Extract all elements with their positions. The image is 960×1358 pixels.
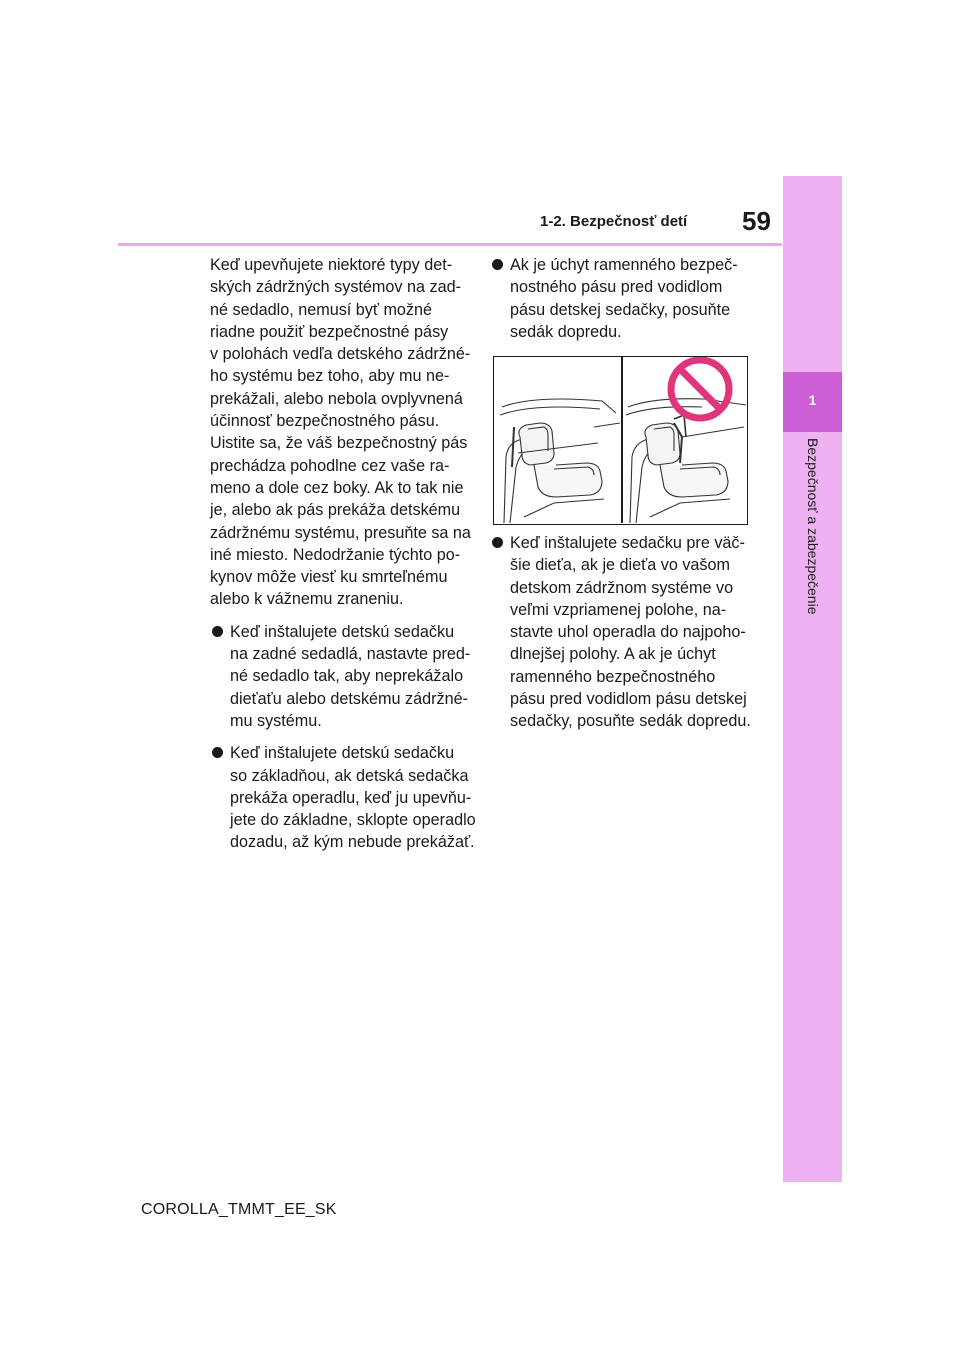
chapter-number: 1	[808, 392, 817, 408]
text-line: Keď inštalujete detskú sedačku	[230, 744, 455, 763]
text-line: so základňou, ak detská sedačka	[230, 766, 469, 785]
text-line: Keď inštalujete sedačku pre väč-	[510, 534, 745, 552]
text-line: je, alebo ak pás prekáža detskému	[210, 501, 461, 520]
chapter-label: Bezpečnosť a zabezpečenie	[805, 438, 821, 615]
text-line: iné miesto. Nedodržanie týchto po-	[210, 545, 461, 564]
text-line: alebo k vážnemu zraneniu.	[210, 590, 404, 609]
bullet-shoulder-belt	[490, 254, 762, 343]
child-seat-illustration	[493, 356, 748, 525]
header-rule	[118, 243, 782, 246]
text-line: Keď inštalujete detskú sedačku	[230, 622, 455, 641]
text-line: v polohách vedľa detského zádržné-	[210, 345, 471, 364]
text-line: pásu pred vodidlom pásu detskej	[510, 690, 747, 709]
text-line: Keď upevňujete niektoré typy det-	[210, 256, 453, 274]
text-line: šie dieťa, ak je dieťa vo vašom	[510, 556, 730, 575]
text-line: Uistite sa, že váš bezpečnostný pás	[210, 434, 468, 453]
text-line: prechádza pohodlne cez vaše ra-	[210, 456, 450, 475]
illustration-svg	[494, 357, 746, 523]
text-line: prekážali, alebo nebola ovplyvnená	[210, 389, 463, 408]
text-line: na zadné sedadlá, nastavte pred-	[230, 645, 471, 664]
bullet-dot-icon	[492, 537, 503, 548]
bullet-front-seat	[210, 621, 478, 732]
text-line: né sedadlo, nemusí byť možné	[210, 300, 433, 319]
bullet-dot-icon	[212, 626, 223, 637]
text-line: nostného pásu pred vodidlom	[510, 278, 723, 297]
text-line: detskom zádržnom systéme vo	[510, 578, 734, 597]
text-line: mu systému.	[230, 711, 322, 730]
bullet-dot-icon	[492, 259, 503, 270]
right-column-lower	[490, 532, 762, 743]
bullet-larger-child-seat	[490, 532, 762, 733]
prohibition-icon	[671, 360, 729, 418]
text-line: zádržnému systému, presuňte sa na	[210, 523, 471, 542]
text-line: pásu detskej sedačky, posuňte	[510, 300, 731, 319]
text-line: veľmi vzpriamenej polohe, na-	[510, 600, 727, 619]
text-line: sedák dopredu.	[510, 322, 622, 341]
text-line: meno a dole cez boky. Ak to tak nie	[210, 478, 464, 497]
bullet-base-seat	[210, 742, 478, 853]
right-column	[490, 254, 762, 353]
text-line: dieťaťu alebo detskému zádržné-	[230, 689, 469, 708]
document-code: COROLLA_TMMT_EE_SK	[141, 1201, 337, 1218]
text-line: účinnosť bezpečnostného pásu.	[210, 412, 440, 431]
text-line: ramenného bezpečnostného	[510, 667, 716, 686]
text-line: stavte uhol operadla do najpoho-	[510, 623, 746, 642]
text-line: ských zádržných systémov na zad-	[210, 278, 462, 297]
text-line: Ak je úchyt ramenného bezpeč-	[510, 256, 738, 274]
text-line: jete do základne, sklopte operadlo	[230, 811, 476, 830]
chapter-side-tab	[783, 176, 842, 1182]
text-line: riadne použiť bezpečnostné pásy	[210, 322, 449, 341]
child-seat-correct-icon	[500, 399, 620, 523]
text-line: kynov môže viesť ku smrteľnému	[210, 568, 448, 587]
text-line: dozadu, až kým nebude prekážať.	[230, 833, 475, 852]
page-number: 59	[742, 206, 771, 236]
text-line: sedačky, posuňte sedák dopredu.	[510, 712, 751, 731]
text-line: né sedadlo tak, aby neprekážalo	[230, 667, 464, 686]
text-line: ho systému bez toho, aby mu ne-	[210, 367, 450, 386]
text-line: prekáža operadlu, keď ju upevňu-	[230, 788, 472, 807]
left-column	[210, 254, 478, 864]
section-title: 1-2. Bezpečnosť detí	[540, 213, 688, 230]
warning-paragraph	[210, 254, 478, 611]
text-line: dlnejšej polohy. A ak je úchyt	[510, 645, 716, 664]
bullet-dot-icon	[212, 747, 223, 758]
